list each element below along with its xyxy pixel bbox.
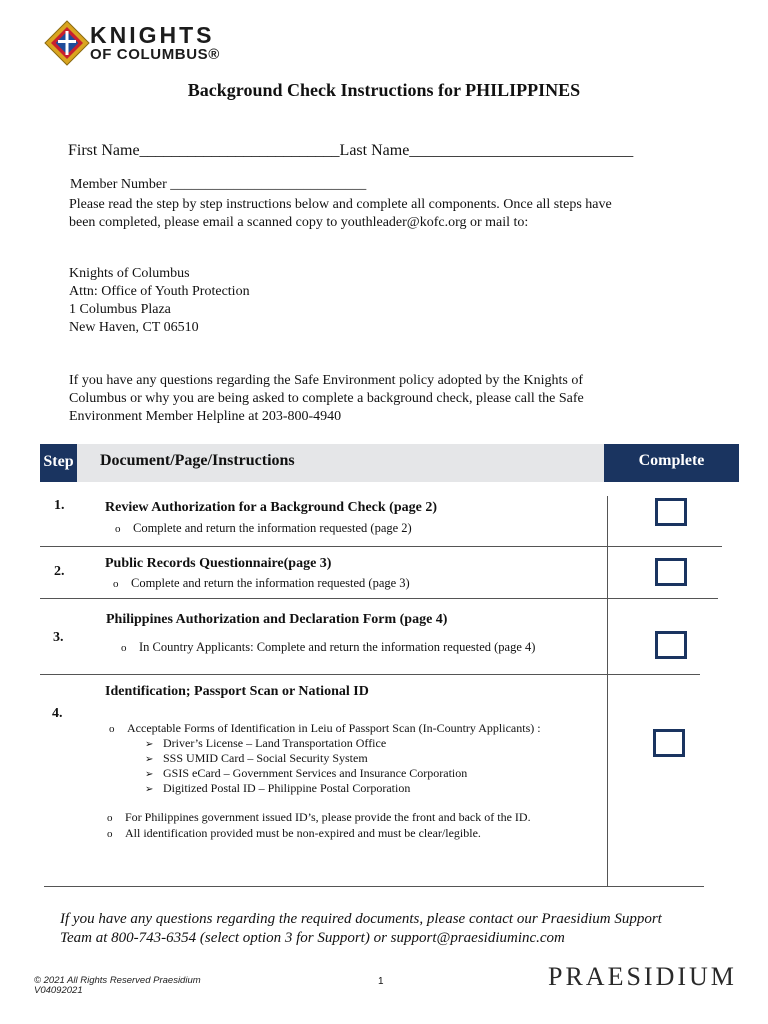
- id-option: [145, 781, 410, 796]
- copyright: [34, 976, 201, 996]
- step-number: 3.: [53, 630, 64, 645]
- id-note: [107, 826, 481, 841]
- row-title: Philippines Authorization and Declaration Form (page 4): [106, 612, 448, 627]
- questions-line-3: Environment Member Helpline at 203-800-4940: [69, 409, 342, 424]
- last-name-field[interactable]: Last Name____________________________: [339, 142, 634, 159]
- arrow-bullet-icon: ➢: [145, 754, 154, 765]
- address-line: New Haven, CT 06510: [69, 320, 199, 335]
- id-option-text: SSS UMID Card – Social Security System: [163, 751, 368, 765]
- row-divider: [44, 886, 704, 887]
- praesidium-logo: PRAESIDIUM: [548, 962, 737, 991]
- step-number: 4.: [52, 706, 63, 721]
- header-complete: Complete: [604, 444, 739, 482]
- logo-line-knights: KNIGHTS: [90, 22, 215, 48]
- intro-line-1: Please read the step by step instructions below and complete all components. Once all steps have: [69, 197, 612, 212]
- step-number: 2.: [54, 564, 65, 579]
- bullet: o: [107, 828, 113, 840]
- note-text: All identification provided must be non-expired and must be clear/legible.: [125, 826, 481, 840]
- questions-line-2: Columbus or why you are being asked to complete a background check, please call the Safe: [69, 391, 584, 406]
- page-number: 1: [378, 976, 384, 987]
- id-option: [145, 736, 386, 751]
- step-number: 1.: [54, 498, 65, 513]
- id-option-text: Driver’s License – Land Transportation Office: [163, 736, 387, 750]
- support-line-2: Team at 800-743-6354 (select option 3 for Support) or support@praesidiuminc.com: [60, 930, 565, 946]
- row-divider: [40, 674, 700, 675]
- kofc-emblem-icon: [44, 20, 90, 66]
- bullet: o: [113, 578, 119, 590]
- id-option: [145, 751, 368, 766]
- support-note: [60, 910, 700, 948]
- id-note: [107, 810, 531, 825]
- row-instruction: [115, 521, 412, 536]
- note-text: For Philippines government issued ID’s, please provide the front and back of the ID.: [125, 810, 531, 824]
- mailing-address: [69, 265, 250, 337]
- name-row: [68, 142, 633, 160]
- page-title: Background Check Instructions for PHILIPPINES: [187, 80, 581, 100]
- complete-checkbox-step-4[interactable]: [653, 729, 685, 757]
- row-title: Identification; Passport Scan or National ID: [105, 684, 369, 699]
- arrow-bullet-icon: ➢: [145, 739, 154, 750]
- bullet: o: [107, 812, 113, 824]
- bullet: o: [121, 642, 127, 654]
- intro-line-2: been completed, please email a scanned copy to youthleader@kofc.org or mail to:: [69, 215, 529, 230]
- arrow-bullet-icon: ➢: [145, 769, 154, 780]
- header-step: Step: [40, 444, 77, 482]
- arrow-bullet-icon: ➢: [145, 784, 154, 795]
- row-instruction: [121, 640, 535, 655]
- instruction-text: Acceptable Forms of Identification in Leiu of Passport Scan (In-Country Applicants) :: [127, 721, 541, 735]
- row-divider: [40, 598, 718, 599]
- id-option-text: GSIS eCard – Government Services and Insurance Corporation: [163, 766, 468, 780]
- logo-line-of-columbus: OF COLUMBUS®: [90, 46, 220, 63]
- row-divider: [40, 546, 722, 547]
- kofc-logo: [44, 20, 234, 70]
- row-instruction: [109, 721, 541, 736]
- address-line: Attn: Office of Youth Protection: [69, 284, 250, 299]
- id-option: [145, 766, 467, 781]
- bullet: o: [109, 723, 115, 735]
- column-divider: [607, 496, 608, 886]
- id-option-text: Digitized Postal ID – Philippine Postal Corporation: [163, 781, 411, 795]
- copyright-text: © 2021 All Rights Reserved Praesidium: [34, 975, 201, 986]
- instruction-text: Complete and return the information requested (page 2): [133, 521, 412, 535]
- address-line: Knights of Columbus: [69, 266, 190, 281]
- complete-checkbox-step-2[interactable]: [655, 558, 687, 586]
- row-instruction: [113, 576, 410, 591]
- questions-line-1: If you have any questions regarding the Safe Environment policy adopted by the Knights of: [69, 373, 583, 388]
- row-title: Public Records Questionnaire(page 3): [105, 556, 332, 571]
- complete-checkbox-step-3[interactable]: [655, 631, 687, 659]
- instruction-text: Complete and return the information requested (page 3): [131, 576, 410, 590]
- version-text: V04092021: [34, 985, 83, 996]
- member-number-field[interactable]: Member Number ____________________________: [70, 177, 367, 192]
- first-name-field[interactable]: First Name_________________________: [68, 142, 340, 159]
- complete-checkbox-step-1[interactable]: [655, 498, 687, 526]
- row-title: Review Authorization for a Background Check (page 2): [105, 500, 437, 515]
- bullet: o: [115, 523, 121, 535]
- address-line: 1 Columbus Plaza: [69, 302, 171, 317]
- header-document: Document/Page/Instructions: [100, 452, 295, 469]
- instruction-text: In Country Applicants: Complete and return the information requested (page 4): [139, 640, 536, 654]
- support-line-1: If you have any questions regarding the required documents, please contact our Praesidium Support: [60, 911, 662, 927]
